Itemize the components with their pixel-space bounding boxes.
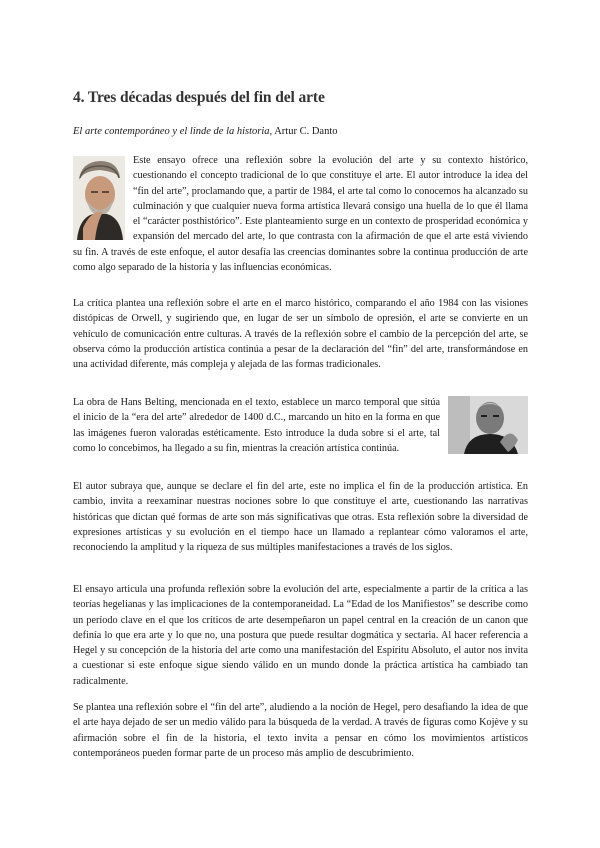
belting-photo bbox=[448, 396, 528, 454]
paragraph-2 bbox=[73, 296, 528, 372]
paragraph-text: El ensayo articula una profunda reflexión sobre la evolución del arte, especialmente a partir de la crítica a las teorías hegelianas y las implicaciones de la contemporaneidad. La “Edad de los Manifiestos” se describe como un período clave en el que los críticos de arte desempeñaron un papel central en la creación de un canon que definía lo que era arte y lo que no, una postura que puede resultar dogmática y sectaria. Al hacer referencia a Hegel y su concepción de la historia del arte como una manifestación del Espíritu Absoluto, el autor nos invita a cuestionar si este enfoque sigue siendo válido en un mundo donde la práctica artística ha cambiado tan radicalmente. bbox=[73, 584, 528, 687]
paragraph-text: La crítica plantea una reflexión sobre el arte en el marco histórico, comparando el año 1984 con las visiones distópicas de Orwell, y sugiriendo que, en lugar de ser un símbolo de opresión, el arte se convierte en un vehículo de comunicación entre culturas. A través de la reflexión sobre el cambio de la percepción del arte, se observa cómo la producción artística continúa a pesar de la declaración del “fin” del arte, transformándose en una actividad diferente, más compleja y alejada de las formas tradicionales. bbox=[73, 298, 528, 371]
paragraph-text: Se plantea una reflexión sobre el “fin del arte”, aludiendo a la noción de Hegel, pero desafiando la idea de que el arte haya dejado de ser un medio válido para la búsqueda de la verdad. A través de figuras como Kojève y su afirmación sobre el fin de la historia, el texto invita a pensar en cómo los movimientos artísticos contemporáneos pueden formar parte de un proceso más amplio de descubrimiento. bbox=[73, 702, 528, 759]
book-author: , Artur C. Danto bbox=[269, 126, 338, 137]
paragraph-text: La obra de Hans Belting, mencionada en el texto, establece un marco temporal que sitúa el inicio de la “era del arte” alrededor de 1400 d.C., marcando un hito en la forma en que las imágenes fueron valoradas estéticamente. Esto introduce la duda sobre si el arte, tal como lo concebimos, ha llegado a su fin, mientras la creación artística continúa. bbox=[73, 397, 440, 454]
author-portrait-image bbox=[73, 156, 125, 240]
paragraph-1 bbox=[73, 153, 528, 275]
paragraph-5 bbox=[73, 582, 528, 689]
paragraph-text: Este ensayo ofrece una reflexión sobre la evolución del arte y su contexto histórico, cuestionando el concepto tradicional de lo que constituye el arte. El autor introduce la idea del “fin del arte”, proclamando que, a partir de 1984, el arte tal como lo conocemos ha alcanzado su culminación y que cualquier nueva forma artística llevará consigo una huella de lo que él llama el “carácter posthistórico”. Este planteamiento surge en un contexto de prosperidad económica y expansión del mercado del arte, lo que contrasta con la afirmación de que el arte está viviendo su fin. A través de este enfoque, el autor desafía las creencias dominantes sobre la continua producción de arte como algo separado de la historia y las influencias económicas. bbox=[73, 155, 528, 274]
book-title: El arte contemporáneo y el linde de la historia bbox=[73, 126, 270, 137]
belting-portrait-image bbox=[448, 396, 528, 454]
paragraph-text: El autor subraya que, aunque se declare el fin del arte, este no implica el fin de la producción artística. En cambio, invita a reexaminar nuestras nociones sobre lo que constituye el arte, cuestionando las narrativas históricas que dictan qué formas de arte son más significativas que otras. Esta reflexión sobre la diversidad de expresiones artísticas y su evolución en el tiempo hace un llamado a replantear cómo valoramos el arte, reconociendo la amplitud y la riqueza de sus múltiples manifestaciones a través de los siglos. bbox=[73, 481, 528, 554]
subtitle bbox=[73, 126, 528, 137]
section-heading: 4. Tres décadas después del fin del arte bbox=[73, 89, 325, 106]
paragraph-4 bbox=[73, 479, 528, 555]
paragraph-6 bbox=[73, 700, 528, 761]
paragraph-3 bbox=[73, 395, 528, 456]
author-photo bbox=[73, 156, 125, 240]
